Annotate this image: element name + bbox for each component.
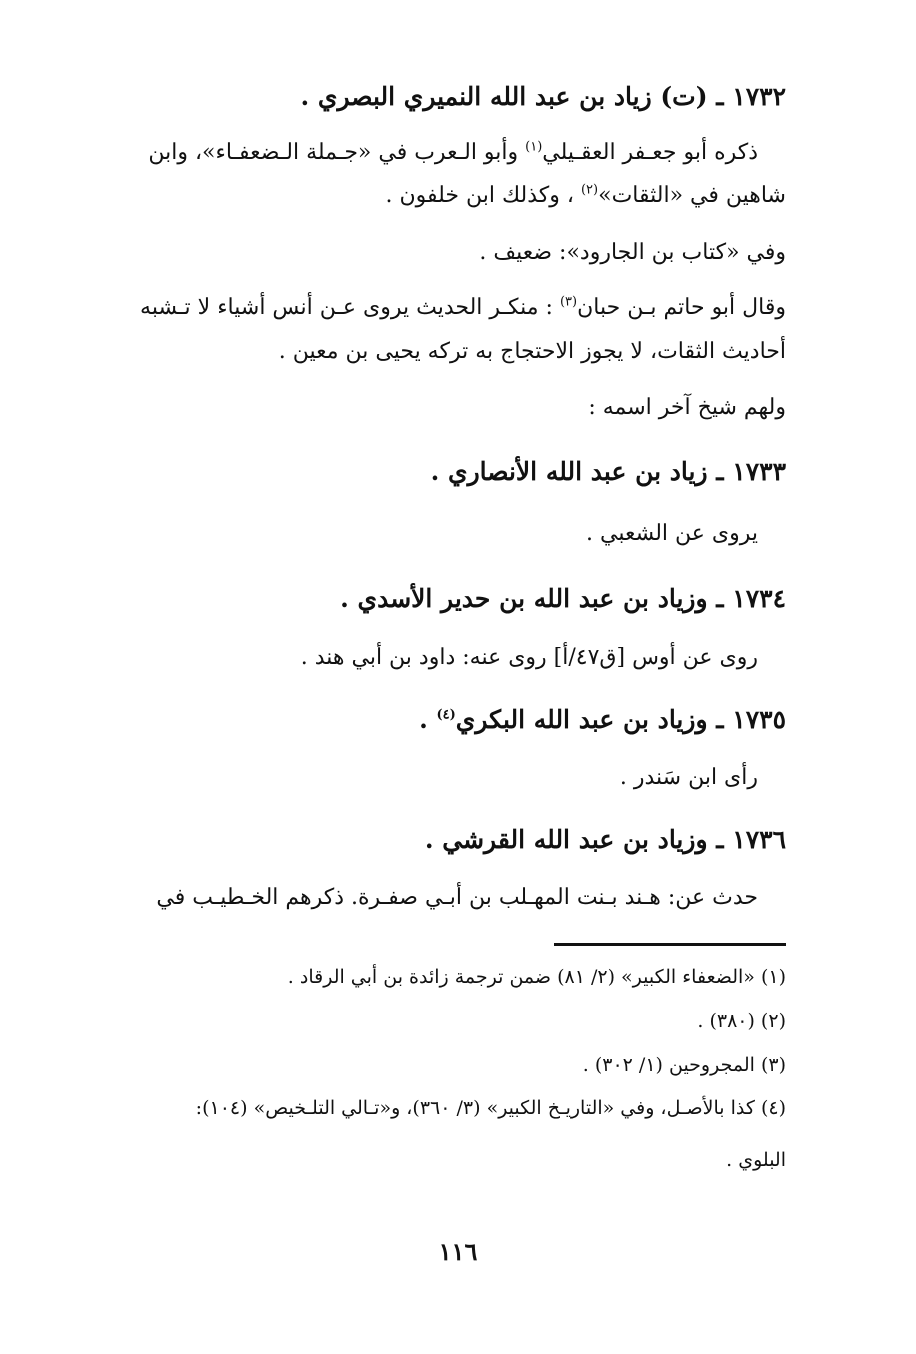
paragraph: حدث عن: هـند بـنت المهـلب بن أبـي صفـرة. ذكرهم الخـطيـب في bbox=[156, 885, 758, 910]
entry-title-1732: ١٧٣٢ ـ (ت) زياد بن عبد الله النميري البصري . bbox=[300, 82, 786, 111]
entry-title-1734: ١٧٣٤ ـ وزياد بن عبد الله بن حدير الأسدي . bbox=[340, 584, 786, 613]
paragraph: وفي «كتاب بن الجارود»: ضعيف . bbox=[479, 240, 786, 265]
footnote-3: (٣) المجروحين (١/ ٣٠٢) . bbox=[582, 1054, 786, 1076]
page-number: ١١٦ bbox=[438, 1237, 478, 1266]
footnote-2: (٢) (٣٨٠) . bbox=[697, 1010, 786, 1032]
footnote-ref: (٤) bbox=[436, 707, 456, 723]
paragraph: ذكره أبو جعـفر العقـيلي$^{(١)}$ وأبو الـعرب في «جـملة الـضعفـاء»، وابن bbox=[148, 139, 758, 165]
footnote-ref: (٣) bbox=[559, 294, 578, 310]
entry-title-1733: ١٧٣٣ ـ زياد بن عبد الله الأنصاري . bbox=[430, 457, 786, 486]
footnote-4: (٤) كذا بالأصـل، وفي «التاريـخ الكبير» (٣/ ٣٦٠)، و«تـالي التلـخيص» (١٠٤): bbox=[195, 1097, 786, 1119]
entry-title-1736: ١٧٣٦ ـ وزياد بن عبد الله القرشي . bbox=[424, 825, 786, 854]
paragraph: أحاديث الثقات، لا يجوز الاحتجاج به تركه يحيى بن معين . bbox=[278, 339, 786, 364]
paragraph: يروى عن الشعبي . bbox=[586, 521, 758, 546]
entry-title-1735: ١٧٣٥ ـ وزياد بن عبد الله البكري$^{(٤)}$ . bbox=[419, 705, 786, 734]
footnote-separator bbox=[554, 943, 786, 946]
paragraph: شاهين في «الثقات»$^{(٢)}$ ، وكذلك ابن خلفون . bbox=[385, 182, 786, 208]
paragraph: روى عن أوس [ق٤٧/أ] روى عنه: داود بن أبي هند . bbox=[300, 645, 758, 670]
footnote-1: (١) «الضعفاء الكبير» (٢/ ٨١) ضمن ترجمة زائدة بن أبي الرقاد . bbox=[287, 966, 786, 988]
paragraph: رأى ابن سَندر . bbox=[619, 765, 758, 790]
footnote-ref: (٢) bbox=[580, 182, 599, 198]
paragraph: ولهم شيخ آخر اسمه : bbox=[588, 395, 786, 420]
footnote-4-continued: البلوي . bbox=[726, 1149, 786, 1171]
footnote-ref: (١) bbox=[525, 139, 543, 155]
paragraph: وقال أبو حاتم بـن حبان$^{(٣)}$ : منكـر الحديث يروى عـن أنس أشياء لا تـشبه bbox=[140, 294, 786, 320]
